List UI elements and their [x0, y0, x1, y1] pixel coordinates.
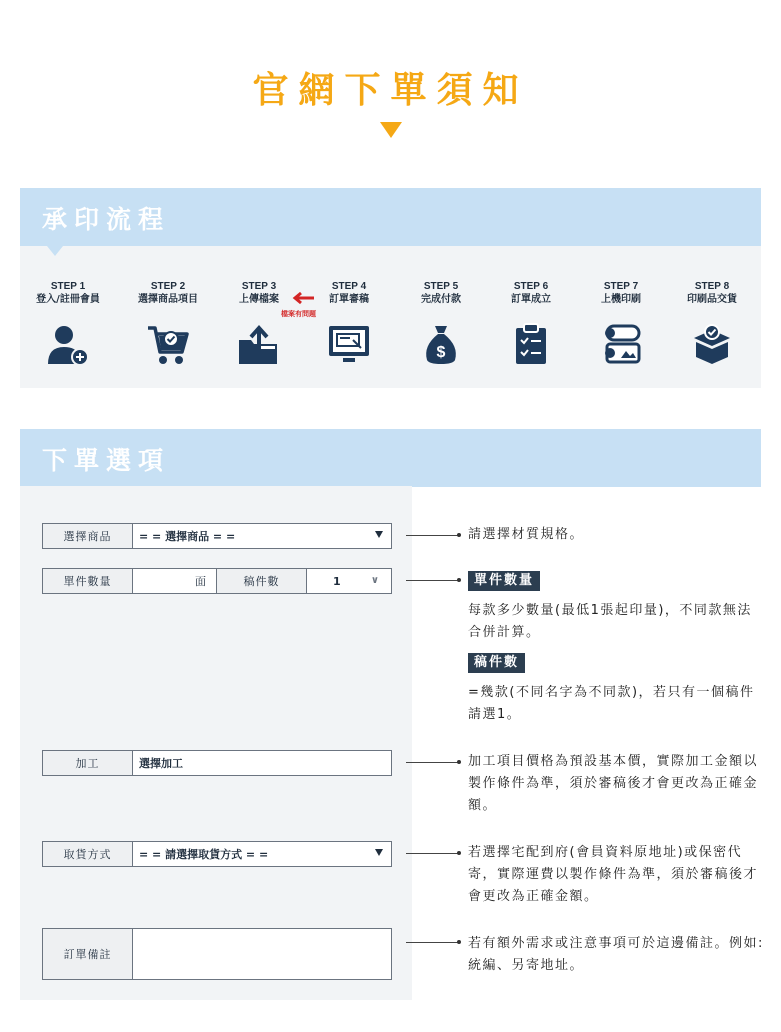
step-1 — [22, 280, 114, 307]
quantity-note-text: 每款多少數量(最低1張起印量)，不同款無法合併計算。 — [468, 603, 752, 640]
delivery-select-row — [42, 841, 392, 867]
header-notch — [47, 246, 63, 256]
connector-line — [406, 762, 458, 763]
product-select[interactable] — [133, 524, 391, 548]
user-add-icon — [46, 322, 90, 366]
quantity-label: 單件數量 — [43, 569, 133, 593]
dropdown-caret-icon — [375, 531, 383, 538]
count-label: 稿件數 — [217, 569, 307, 593]
connector-line — [406, 580, 458, 581]
options-header — [20, 429, 761, 487]
remark-textarea[interactable] — [133, 929, 391, 979]
step-number: STEP 7 — [603, 281, 639, 292]
remark-note: 若有額外需求或注意事項可於這邊備註。例如:統編、另寄地址。 — [468, 936, 764, 973]
down-arrow-icon — [380, 122, 402, 138]
step-number: STEP 5 — [423, 281, 459, 292]
step-name: 訂單成立 — [511, 294, 551, 305]
cart-check-icon — [146, 322, 190, 366]
step-number: STEP 4 — [331, 281, 367, 292]
step-2 — [122, 280, 214, 307]
count-tag: 稿件數 — [468, 653, 525, 673]
page-title: 官網下單須知 — [252, 70, 529, 111]
step-5 — [395, 280, 487, 361]
svg-text:$: $ — [436, 344, 446, 361]
remark-row — [42, 928, 392, 980]
connector-line — [406, 853, 458, 854]
options-panel — [20, 486, 412, 1000]
step-name: 選擇商品項目 — [138, 294, 198, 305]
process-heading: 承印流程 — [42, 205, 171, 234]
step-name: 上機印刷 — [601, 294, 641, 305]
process-header — [20, 188, 761, 246]
step-8 — [666, 280, 758, 307]
delivery-select-value: = = 請選擇取貨方式 = = — [139, 848, 269, 861]
quantity-input[interactable] — [133, 569, 217, 593]
quantity-tag: 單件數量 — [468, 571, 540, 591]
connector-line — [406, 942, 458, 943]
delivery-note: 若選擇宅配到府(會員資料原地址)或保密代寄，實際運費以製作條件為準，須於審稿後才會更改為正確金額。 — [468, 845, 759, 904]
product-note: 請選擇材質規格。 — [468, 527, 585, 542]
return-arrow-icon — [290, 291, 316, 305]
processing-label: 加工 — [43, 751, 133, 775]
step-number: STEP 2 — [150, 281, 186, 292]
step-name: 上傳檔案 — [239, 294, 279, 305]
quantity-note — [468, 570, 764, 726]
back-label: 檔案有問題 — [281, 310, 316, 318]
connector-dot — [457, 851, 461, 855]
money-bag-icon — [419, 322, 463, 366]
step-4 — [303, 280, 395, 307]
product-label: 選擇商品 — [43, 524, 133, 548]
step-number: STEP 1 — [50, 281, 86, 292]
clipboard-check-icon — [509, 322, 553, 366]
upload-folder-icon — [237, 322, 281, 366]
step-7 — [575, 280, 667, 307]
delivery-select[interactable] — [133, 842, 391, 866]
options-heading: 下單選項 — [42, 446, 171, 475]
connector-line — [406, 535, 458, 536]
delivery-label: 取貨方式 — [43, 842, 133, 866]
step-number: STEP 6 — [513, 281, 549, 292]
step-name: 訂單審稿 — [329, 294, 369, 305]
box-delivery-icon — [690, 322, 734, 366]
count-note-text: =幾款(不同名字為不同款)，若只有一個稿件請選1。 — [468, 685, 755, 722]
processing-select[interactable] — [133, 751, 391, 775]
processing-row — [42, 750, 392, 776]
remark-label: 訂單備註 — [43, 929, 133, 979]
chevron-down-icon: ∨ — [370, 575, 379, 586]
quantity-row — [42, 568, 392, 594]
monitor-review-icon — [327, 322, 371, 366]
connector-dot — [457, 533, 461, 537]
processing-value: 選擇加工 — [139, 757, 183, 770]
step-number: STEP 3 — [241, 281, 277, 292]
step-name: 完成付款 — [421, 294, 461, 305]
product-select-row — [42, 523, 392, 549]
connector-dot — [457, 578, 461, 582]
step-name: 登入/註冊會員 — [36, 294, 100, 305]
dropdown-caret-icon — [375, 849, 383, 856]
count-value: 1 — [333, 574, 341, 588]
step-6 — [485, 280, 577, 307]
quantity-unit: 面 — [195, 575, 206, 588]
count-select[interactable] — [307, 569, 391, 593]
print-roll-icon — [599, 322, 643, 366]
step-name: 印刷品交貨 — [687, 294, 737, 305]
connector-dot — [457, 760, 461, 764]
step-number: STEP 8 — [694, 281, 730, 292]
processing-note: 加工項目價格為預設基本價，實際加工金額以製作條件為準，須於審稿後才會更改為正確金額。 — [468, 754, 759, 813]
connector-dot — [457, 940, 461, 944]
product-select-value: = = 選擇商品 = = — [139, 530, 236, 543]
